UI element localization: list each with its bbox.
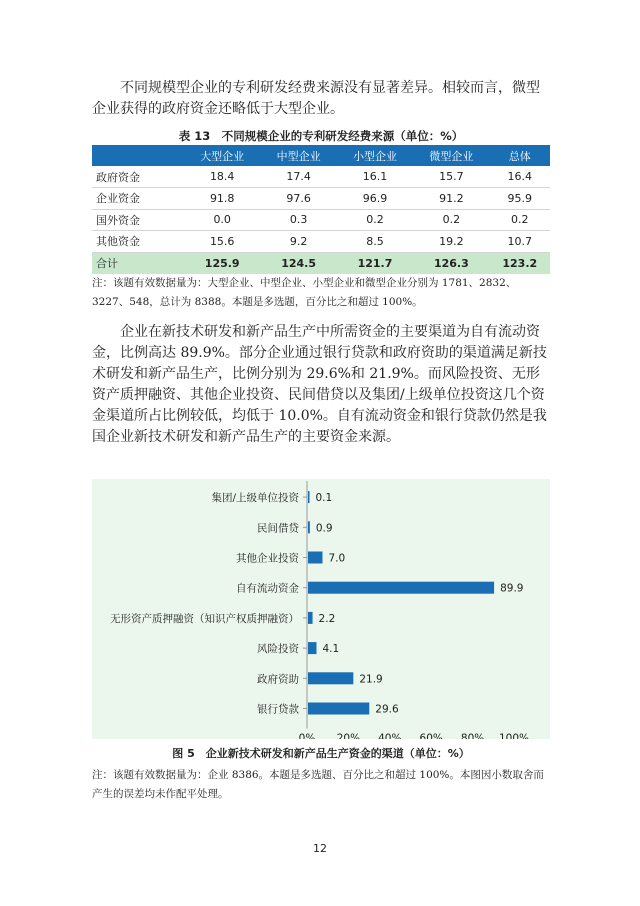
total-cell: 124.5 [260, 252, 336, 274]
header-cell: 大型企业 [184, 145, 260, 166]
table-cell: 10.7 [490, 231, 550, 253]
table-cell: 0.3 [260, 209, 336, 231]
value-label: 0.9 [315, 522, 333, 535]
table-cell: 15.7 [413, 166, 489, 188]
row-label: 国外资金 [92, 209, 184, 231]
bar [308, 672, 353, 684]
total-cell: 125.9 [184, 252, 260, 274]
bar [308, 521, 310, 533]
value-label: 89.9 [500, 582, 524, 595]
value-label: 29.6 [375, 703, 399, 716]
row-label: 政府资金 [92, 166, 184, 188]
value-label: 21.9 [359, 673, 383, 686]
category-label: 其他企业投资 [236, 552, 299, 565]
table-row [92, 166, 550, 188]
paragraph-2: 企业在新技术研发和新产品生产中所需资金的主要渠道为自有流动资金，比例高达 89.9%。部分企业通过银行贷款和政府资助的渠道满足新技术研发和新产品生产，比例分别为 29.6%和 21.9%。而风险投资、无形资产质押融资、其他企业投资、民间借贷以及集团/上级单位投资这几个资金渠道所占比例较低，均低于 10.0%。自有流动资金和银行贷款仍然是我国企业新技术研发和新产品生产的主要资金来源。 [92, 324, 547, 445]
table-row [92, 231, 550, 253]
table-cell: 97.6 [260, 188, 336, 210]
bar [308, 582, 494, 594]
table-cell: 8.5 [337, 231, 413, 253]
category-label: 政府资助 [257, 673, 299, 686]
total-cell: 126.3 [413, 252, 489, 274]
paragraph-1: 不同规模型企业的专利研发经费来源没有显著差异。相较而言，微型企业获得的政府资金还略低于大型企业。 [92, 80, 540, 117]
x-tick-label: 0% [298, 732, 316, 739]
row-label: 其他资金 [92, 231, 184, 253]
table-row [92, 209, 550, 231]
table-cell: 0.0 [184, 209, 260, 231]
category-label: 集团/上级单位投资 [211, 492, 299, 505]
table-caption: 表 13 不同规模企业的专利研发经费来源（单位：%） [178, 129, 464, 143]
category-label: 银行贷款 [257, 703, 299, 716]
table-cell: 95.9 [490, 188, 550, 210]
table-cell: 96.9 [337, 188, 413, 210]
chart-caption-text: 企业新技术研发和新产品生产资金的渠道（单位：%） [205, 747, 470, 760]
header-cell: 中型企业 [260, 145, 336, 166]
table-note: 注：该题有效数据量为：大型企业、中型企业、小型企业和微型企业分别为 1781、2832、3227、548，总计为 8388。本题是多选题，百分比之和超过 100%。 [92, 277, 517, 308]
x-tick-label: 40% [378, 732, 402, 739]
table-cell: 9.2 [260, 231, 336, 253]
table-cell: 16.4 [490, 166, 550, 188]
x-tick-label: 20% [336, 732, 361, 739]
bar-chart-svg [92, 479, 550, 739]
table-cell: 15.6 [184, 231, 260, 253]
total-row [92, 252, 550, 274]
bar [308, 612, 313, 624]
chart-note: 注：该题有效数据量为：企业 8386。本题是多选题、百分比之和超过 100%。本图因小数取舍而产生的误差均未作配平处理。 [92, 769, 544, 800]
table-cell: 0.2 [490, 209, 550, 231]
table-cell: 17.4 [260, 166, 336, 188]
header-cell: 小型企业 [337, 145, 413, 166]
table-header-row [92, 145, 550, 166]
funding-source-table [92, 145, 550, 274]
row-label: 企业资金 [92, 188, 184, 210]
table-cell: 0.2 [337, 209, 413, 231]
chart-caption-number: 图 5 [172, 747, 195, 760]
total-cell: 123.2 [490, 252, 550, 274]
category-label: 民间借贷 [257, 522, 299, 535]
header-cell: 微型企业 [413, 145, 489, 166]
value-label: 0.1 [315, 492, 333, 505]
bar [308, 552, 322, 564]
x-tick-label: 80% [460, 732, 485, 739]
page-number: 12 [313, 842, 327, 855]
category-label: 风险投资 [257, 643, 299, 656]
funding-channel-chart [92, 479, 550, 739]
table-cell: 19.2 [413, 231, 489, 253]
table-cell: 91.2 [413, 188, 489, 210]
x-tick-label: 60% [419, 732, 443, 739]
value-label: 4.1 [322, 643, 340, 656]
table-row [92, 188, 550, 210]
chart-caption [92, 745, 550, 761]
value-label: 7.0 [328, 552, 346, 565]
bar [308, 703, 369, 715]
x-tick-label: 100% [498, 732, 530, 739]
bar [308, 491, 310, 503]
table-cell: 16.1 [337, 166, 413, 188]
category-label: 自有流动资金 [236, 582, 299, 595]
value-label: 2.2 [318, 612, 336, 625]
header-cell [92, 145, 184, 166]
table-cell: 18.4 [184, 166, 260, 188]
total-cell: 121.7 [337, 252, 413, 274]
table-cell: 0.2 [413, 209, 489, 231]
category-label: 无形资产质押融资（知识产权质押融资） [110, 612, 299, 625]
table-cell: 91.8 [184, 188, 260, 210]
bar [308, 642, 316, 654]
row-label: 合计 [92, 252, 184, 274]
header-cell: 总体 [490, 145, 550, 166]
